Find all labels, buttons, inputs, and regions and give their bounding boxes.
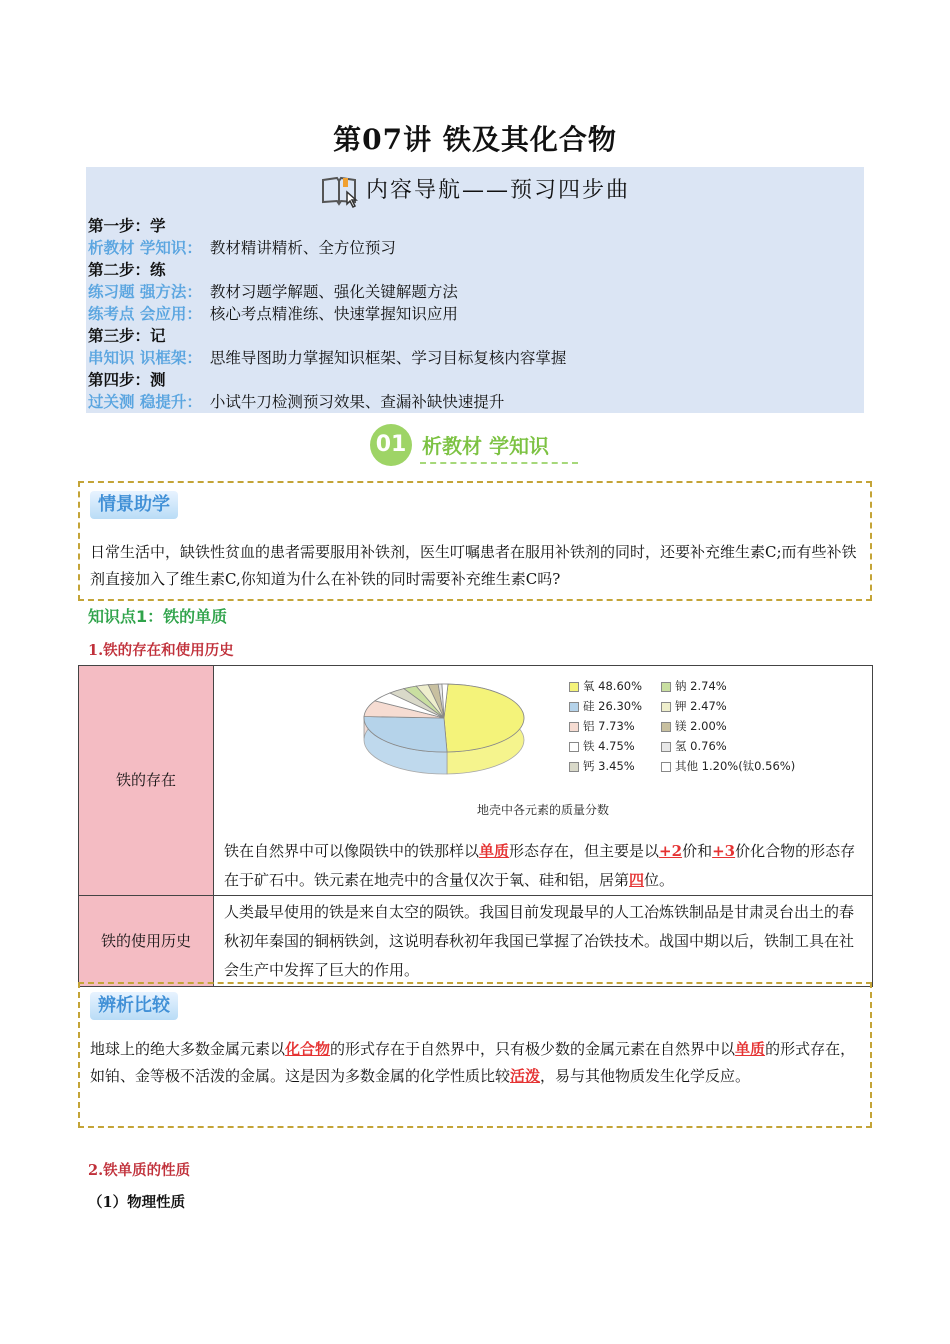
nav-item [88,237,566,259]
comparison-tag: 辨析比较 [90,992,178,1020]
legend-swatch [569,742,579,752]
iron-existence-text: 铁在自然界中可以像陨铁中的铁那样以单质形态存在，但主要是以+2价和+3价化合物的形态存在于矿石中。铁元素在地壳中的含量仅次于氧、硅和铝，居第四位。 [224,842,856,889]
legend-label: 钾 2.47% [675,699,727,713]
legend-label: 镁 2.00% [675,719,727,733]
pie-svg [349,668,549,788]
content-navigation [86,167,864,413]
nav-steps-list [88,215,566,413]
legend-swatch [569,682,579,692]
nav-step-heading: 第三步：记 [88,326,166,345]
nav-item-label: 串知识 识框架： [88,348,202,367]
nav-item-label: 析教材 学知识： [88,238,202,257]
legend-label: 铝 7.73% [583,719,635,733]
legend-label: 氢 0.76% [675,739,727,753]
page-title: 第07讲 铁及其化合物 [333,123,617,156]
nav-item-label: 练考点 会应用： [88,304,202,323]
legend-swatch [661,742,671,752]
section-number: 01 [370,424,412,466]
scenario-box [78,481,872,601]
table-row [79,896,873,987]
legend-label: 其他 1.20%(钛0.56%) [675,759,796,773]
chart-title: 地壳中各元素的质量分数 [476,803,609,817]
element-pie-chart [224,666,862,796]
knowledge-point-title: 知识点1：铁的单质 [88,607,228,626]
row-content [214,666,873,896]
legend-label: 钠 2.74% [675,679,727,693]
legend-entry [661,752,795,781]
legend-swatch [569,702,579,712]
comparison-box [78,982,872,1128]
comparison-text: 地球上的绝大多数金属元素以化合物的形式存在于自然界中，只有极少数的金属元素在自然界中以单质的形式存在，如铂、金等极不活泼的金属。这是因为多数金属的化学性质比较活泼，易与其他物质发生化学反应。 [90,1040,856,1085]
legend-swatch [569,722,579,732]
iron-info-table [78,665,873,987]
section-title: 析教材 学知识 [422,434,549,458]
legend-label: 氧 48.60% [583,679,643,693]
row-label: 铁的存在 [79,666,214,896]
legend-entry [569,752,635,781]
legend-swatch [661,762,671,772]
nav-item-text: 教材习题学解题、强化关键解题方法 [209,283,458,301]
nav-step-heading: 第四步：测 [88,370,166,389]
legend-swatch [569,762,579,772]
nav-item [88,281,566,303]
nav-item-text: 小试牛刀检测预习效果、查漏补缺快速提升 [209,393,505,411]
table-row [79,666,873,896]
nav-item-text: 思维导图助力掌握知识框架、学习目标复核内容掌握 [209,349,567,367]
scenario-text: 日常生活中，缺铁性贫血的患者需要服用补铁剂，医生叮嘱患者在服用补铁剂的同时，还要补充维生素C;而有些补铁剂直接加入了维生素C,你知道为什么在补铁的同时需要补充维生素C吗? [90,543,857,588]
subsection-title: 2.铁单质的性质 [88,1162,191,1179]
legend-swatch [661,722,671,732]
row-label: 铁的使用历史 [79,896,214,987]
section-banner [370,424,580,466]
legend-swatch [661,702,671,712]
row-content: 人类最早使用的铁是来自太空的陨铁。我国目前发现最早的人工冶炼铁制品是甘肃灵台出土的春秋初年秦国的铜柄铁剑，这说明春秋初年我国已掌握了冶铁技术。战国中期以后，铁制工具在社会生产中发挥了巨大的作用。 [214,896,873,987]
subsection-title: （1）物理性质 [88,1194,186,1211]
book-pointer-icon [320,174,360,208]
nav-item [88,391,566,413]
nav-item-text: 核心考点精准练、快速掌握知识应用 [209,305,458,323]
nav-step-heading: 第二步：练 [88,260,166,279]
nav-item-label: 过关测 稳提升： [88,392,202,411]
nav-heading: 内容导航——预习四步曲 [86,173,864,208]
section-underline [420,462,578,464]
legend-swatch [661,682,671,692]
legend-label: 铁 4.75% [583,739,635,753]
subsection-title: 1.铁的存在和使用历史 [88,642,234,659]
legend-label: 钙 3.45% [583,759,635,773]
legend-label: 硅 26.30% [583,699,643,713]
scenario-tag: 情景助学 [90,491,178,519]
nav-item [88,347,566,369]
nav-item-text: 教材精讲精析、全方位预习 [209,239,396,257]
nav-item-label: 练习题 强方法： [88,282,202,301]
nav-step-heading: 第一步：学 [88,216,166,235]
nav-item [88,303,566,325]
